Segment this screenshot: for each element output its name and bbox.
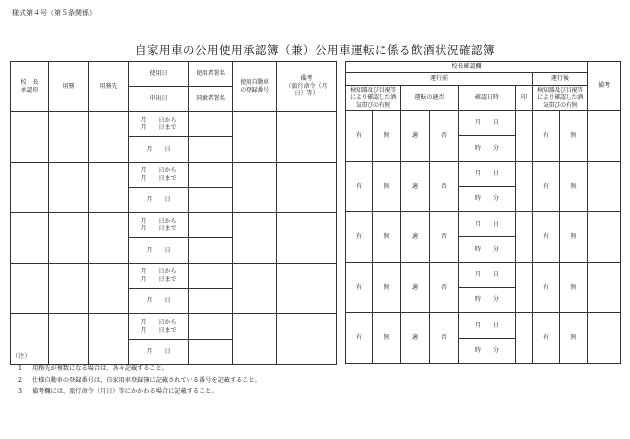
confirm-time[interactable]: 時 分: [459, 237, 516, 262]
fit-ok[interactable]: 適: [401, 212, 430, 263]
fit-ng[interactable]: 否: [430, 262, 459, 313]
table-row: [11, 112, 337, 137]
remarks-cell[interactable]: [277, 314, 337, 365]
before-yes[interactable]: 有: [346, 111, 373, 162]
fit-ok[interactable]: 適: [401, 313, 430, 364]
user-name-header: 使用者署名: [189, 62, 233, 87]
confirm-datetime-header: 確認日時: [459, 86, 516, 111]
approver-seal-cell[interactable]: [11, 213, 49, 264]
after-yes[interactable]: 有: [533, 111, 560, 162]
remarks-cell[interactable]: [277, 263, 337, 314]
destination-header: 用務先: [89, 62, 129, 112]
fit-ok[interactable]: 適: [401, 161, 430, 212]
table-row: [346, 212, 621, 237]
confirm-time[interactable]: 時 分: [459, 288, 516, 313]
passenger-name-cell[interactable]: [189, 238, 233, 263]
usage-date-cell[interactable]: 月 日から 月 日まで: [129, 314, 189, 339]
right-remarks-header: 備考: [588, 62, 621, 111]
apply-date-cell[interactable]: 月 日: [129, 187, 189, 212]
right-remarks-cell[interactable]: [588, 161, 621, 212]
passenger-name-cell[interactable]: [189, 187, 233, 212]
fit-ok[interactable]: 適: [401, 111, 430, 162]
user-name-cell[interactable]: [189, 213, 233, 238]
before-no[interactable]: 無: [373, 313, 401, 364]
confirm-time[interactable]: 時 分: [459, 186, 516, 211]
notes-heading: （注）: [12, 353, 31, 360]
remarks-header: 備考 （旅行命令（月 日）等）: [277, 62, 337, 112]
user-name-cell[interactable]: [189, 263, 233, 288]
purpose-header: 用務: [49, 62, 89, 112]
confirm-date[interactable]: 月 日: [459, 212, 516, 237]
confirm-date[interactable]: 月 日: [459, 313, 516, 338]
fit-ng[interactable]: 否: [430, 212, 459, 263]
before-no[interactable]: 無: [373, 111, 401, 162]
confirm-date[interactable]: 月 日: [459, 161, 516, 186]
fit-ok[interactable]: 適: [401, 262, 430, 313]
after-yes[interactable]: 有: [533, 262, 560, 313]
table-row: [11, 314, 337, 339]
table-row: [346, 111, 621, 136]
alcohol-check-table: [345, 61, 621, 364]
apply-date-cell[interactable]: 月 日: [129, 238, 189, 263]
seal-cell[interactable]: [516, 262, 533, 313]
confirm-time[interactable]: 時 分: [459, 338, 516, 363]
after-no[interactable]: 無: [560, 262, 588, 313]
seal-cell[interactable]: [516, 161, 533, 212]
fit-ng[interactable]: 否: [430, 161, 459, 212]
usage-date-cell[interactable]: 月 日から 月 日まで: [129, 213, 189, 238]
apply-date-cell[interactable]: 月 日: [129, 289, 189, 314]
right-remarks-cell[interactable]: [588, 262, 621, 313]
approval-table: [10, 61, 337, 365]
vehicle-reg-cell[interactable]: [233, 112, 277, 163]
before-yes[interactable]: 有: [346, 212, 373, 263]
after-driving-header: 運行後: [533, 73, 588, 86]
approver-seal-cell[interactable]: [11, 263, 49, 314]
seal-cell[interactable]: [516, 111, 533, 162]
purpose-cell[interactable]: [49, 112, 89, 163]
user-name-cell[interactable]: [189, 112, 233, 137]
confirm-date[interactable]: 月 日: [459, 262, 516, 287]
apply-date-cell[interactable]: 月 日: [129, 339, 189, 364]
fit-ng[interactable]: 否: [430, 313, 459, 364]
destination-cell[interactable]: [89, 263, 129, 314]
note-item: 2 仕様自動車の登録番号は、自家用車登録簿に記載されている番号を記載すること。: [18, 376, 261, 384]
seal-header: 印: [516, 86, 533, 111]
vehicle-reg-header: 使用自動車 の登録番号: [233, 62, 277, 112]
after-yes[interactable]: 有: [533, 313, 560, 364]
approver-seal-cell[interactable]: [11, 162, 49, 213]
passenger-name-cell[interactable]: [189, 137, 233, 162]
before-no[interactable]: 無: [373, 212, 401, 263]
before-no[interactable]: 無: [373, 161, 401, 212]
before-yes[interactable]: 有: [346, 262, 373, 313]
table-row: [11, 263, 337, 288]
table-row: [346, 262, 621, 287]
note-item: 3 備考欄には、旅行命令（月日）等にかかわる場合に記載すること。: [18, 388, 218, 396]
notes: [12, 354, 261, 401]
usage-date-cell[interactable]: 月 日から 月 日まで: [129, 112, 189, 137]
right-remarks-cell[interactable]: [588, 313, 621, 364]
usage-date-cell[interactable]: 月 日から 月 日まで: [129, 162, 189, 187]
remarks-cell[interactable]: [277, 112, 337, 163]
after-no[interactable]: 無: [560, 111, 588, 162]
right-remarks-cell[interactable]: [588, 212, 621, 263]
page-title: 自家用車の公用使用承認簿（兼）公用車運転に係る飲酒状況確認簿: [135, 43, 495, 57]
seal-cell[interactable]: [516, 212, 533, 263]
alcohol-check-after-header: 検知器及び目視等 により確認した酒 気帯びの有無: [533, 86, 588, 111]
passenger-name-header: 同乗者署名: [189, 87, 233, 112]
seal-cell[interactable]: [516, 313, 533, 364]
user-name-cell[interactable]: [189, 162, 233, 187]
purpose-cell[interactable]: [49, 263, 89, 314]
vehicle-reg-cell[interactable]: [233, 213, 277, 264]
passenger-name-cell[interactable]: [189, 289, 233, 314]
after-yes[interactable]: 有: [533, 161, 560, 212]
confirm-date[interactable]: 月 日: [459, 111, 516, 136]
before-yes[interactable]: 有: [346, 313, 373, 364]
table-row: [11, 162, 337, 187]
table-row: [11, 213, 337, 238]
apply-date-header: 申出日: [129, 87, 189, 112]
after-no[interactable]: 無: [560, 161, 588, 212]
destination-cell[interactable]: [89, 112, 129, 163]
confirm-time[interactable]: 時 分: [459, 136, 516, 161]
before-yes[interactable]: 有: [346, 161, 373, 212]
before-no[interactable]: 無: [373, 262, 401, 313]
right-remarks-cell[interactable]: [588, 111, 621, 162]
destination-cell[interactable]: [89, 213, 129, 264]
apply-date-cell[interactable]: 月 日: [129, 137, 189, 162]
after-no[interactable]: 無: [560, 212, 588, 263]
purpose-cell[interactable]: [49, 213, 89, 264]
table-row: [346, 161, 621, 186]
alcohol-check-before-header: 検知器及び目視等 により確認した酒 気帯びの有無: [346, 86, 401, 111]
remarks-cell[interactable]: [277, 162, 337, 213]
approver-seal-header: 校 長 承認印: [11, 62, 49, 112]
after-no[interactable]: 無: [560, 313, 588, 364]
table-row: [346, 313, 621, 338]
remarks-cell[interactable]: [277, 213, 337, 264]
confirm-col-header: 校長確認欄: [346, 62, 588, 73]
user-name-cell[interactable]: [189, 314, 233, 339]
vehicle-reg-cell[interactable]: [233, 263, 277, 314]
usage-date-cell[interactable]: 月 日から 月 日まで: [129, 263, 189, 288]
after-yes[interactable]: 有: [533, 212, 560, 263]
fit-ng[interactable]: 否: [430, 111, 459, 162]
note-item: 1 用務先が複数になる場合は、各々記載すること。: [18, 364, 169, 372]
vehicle-reg-cell[interactable]: [233, 162, 277, 213]
form-number: 様式第４号（第５条関係）: [12, 9, 96, 17]
approver-seal-cell[interactable]: [11, 112, 49, 163]
destination-cell[interactable]: [89, 162, 129, 213]
usage-date-header: 使用日: [129, 62, 189, 87]
before-driving-header: 運行前: [346, 73, 533, 86]
fitness-header: 運転の適否: [401, 86, 459, 111]
purpose-cell[interactable]: [49, 162, 89, 213]
